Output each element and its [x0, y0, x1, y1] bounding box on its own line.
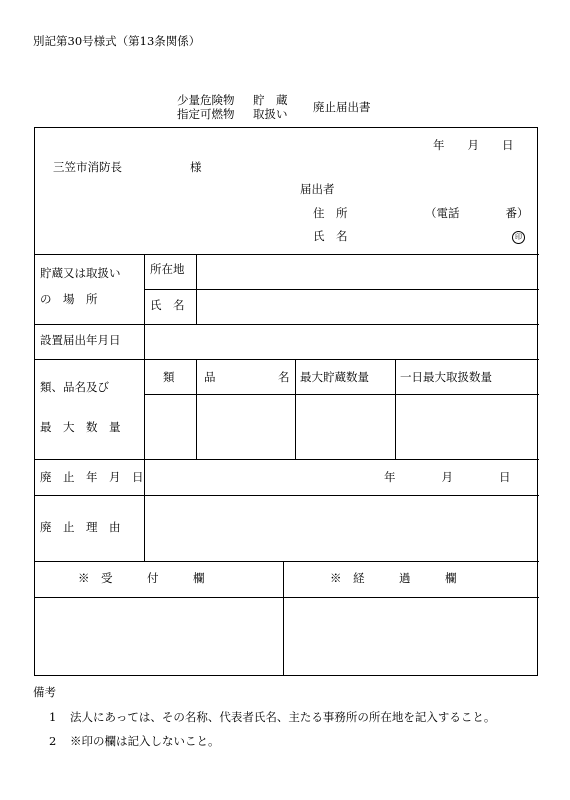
col-divider	[283, 561, 284, 676]
row-divider	[35, 254, 539, 255]
title-left-bottom: 指定可燃物	[177, 107, 235, 121]
row-divider	[35, 324, 539, 325]
title-left-top: 少量危険物	[177, 93, 235, 107]
category-label-1: 類、品名及び	[40, 380, 109, 394]
storage-place-label-1: 貯蔵又は取扱い	[40, 266, 121, 280]
title-mid-bottom: 取扱い	[253, 107, 288, 121]
note-text: ※印の欄は記入しないこと。	[70, 734, 220, 748]
col-class-header: 類	[163, 370, 175, 384]
note-number: 1	[49, 710, 57, 724]
category-label-2: 最 大 数 量	[40, 420, 121, 434]
col-max-storage-header: 最大貯蔵数量	[300, 370, 369, 384]
address-label: 住 所	[313, 206, 348, 220]
date-field: 年 月 日	[433, 138, 514, 152]
row-divider	[35, 597, 539, 598]
col-item-header-2: 名	[278, 370, 290, 384]
row-divider	[35, 561, 539, 562]
row-divider	[145, 289, 539, 290]
abolition-date-label: 廃 止 年 月 日	[40, 470, 144, 484]
row-divider	[145, 394, 539, 395]
honorific: 様	[190, 160, 202, 174]
addressee: 三笠市消防長	[53, 160, 122, 174]
col-divider	[295, 359, 296, 459]
col-divider	[196, 359, 197, 459]
note-text: 法人にあっては、その名称、代表者氏名、主たる事務所の所在地を記入すること。	[70, 710, 496, 724]
abolition-date-value: 年 月 日	[384, 470, 511, 484]
col-item-header-1: 品	[204, 370, 216, 384]
phone-field: （電話 番）	[425, 206, 529, 220]
location-label: 所在地	[150, 262, 185, 276]
reception-label: ※ 受 付 欄	[78, 571, 205, 585]
row-divider	[35, 359, 539, 360]
note-number: 2	[49, 734, 57, 748]
row-divider	[35, 495, 539, 496]
notes-heading: 備考	[33, 685, 56, 699]
title-mid-top: 貯 蔵	[253, 93, 288, 107]
name-label: 氏 名	[313, 229, 348, 243]
col-daily-max-header: 一日最大取扱数量	[400, 370, 492, 384]
storage-place-label-2: の 場 所	[40, 292, 98, 306]
reason-label: 廃 止 理 由	[40, 520, 121, 534]
progress-label: ※ 経 過 欄	[330, 571, 457, 585]
owner-name-label: 氏 名	[150, 298, 185, 312]
notifier-label: 届出者	[300, 182, 335, 196]
install-date-label: 設置届出年月日	[40, 333, 121, 347]
col-divider	[144, 254, 145, 561]
seal-mark	[512, 230, 525, 244]
seal-icon: 印	[512, 231, 525, 244]
form-number: 別記第30号様式（第13条関係）	[33, 34, 201, 48]
col-divider	[196, 254, 197, 324]
row-divider	[35, 459, 539, 460]
col-divider	[395, 359, 396, 459]
title-main: 廃止届出書	[313, 100, 371, 114]
